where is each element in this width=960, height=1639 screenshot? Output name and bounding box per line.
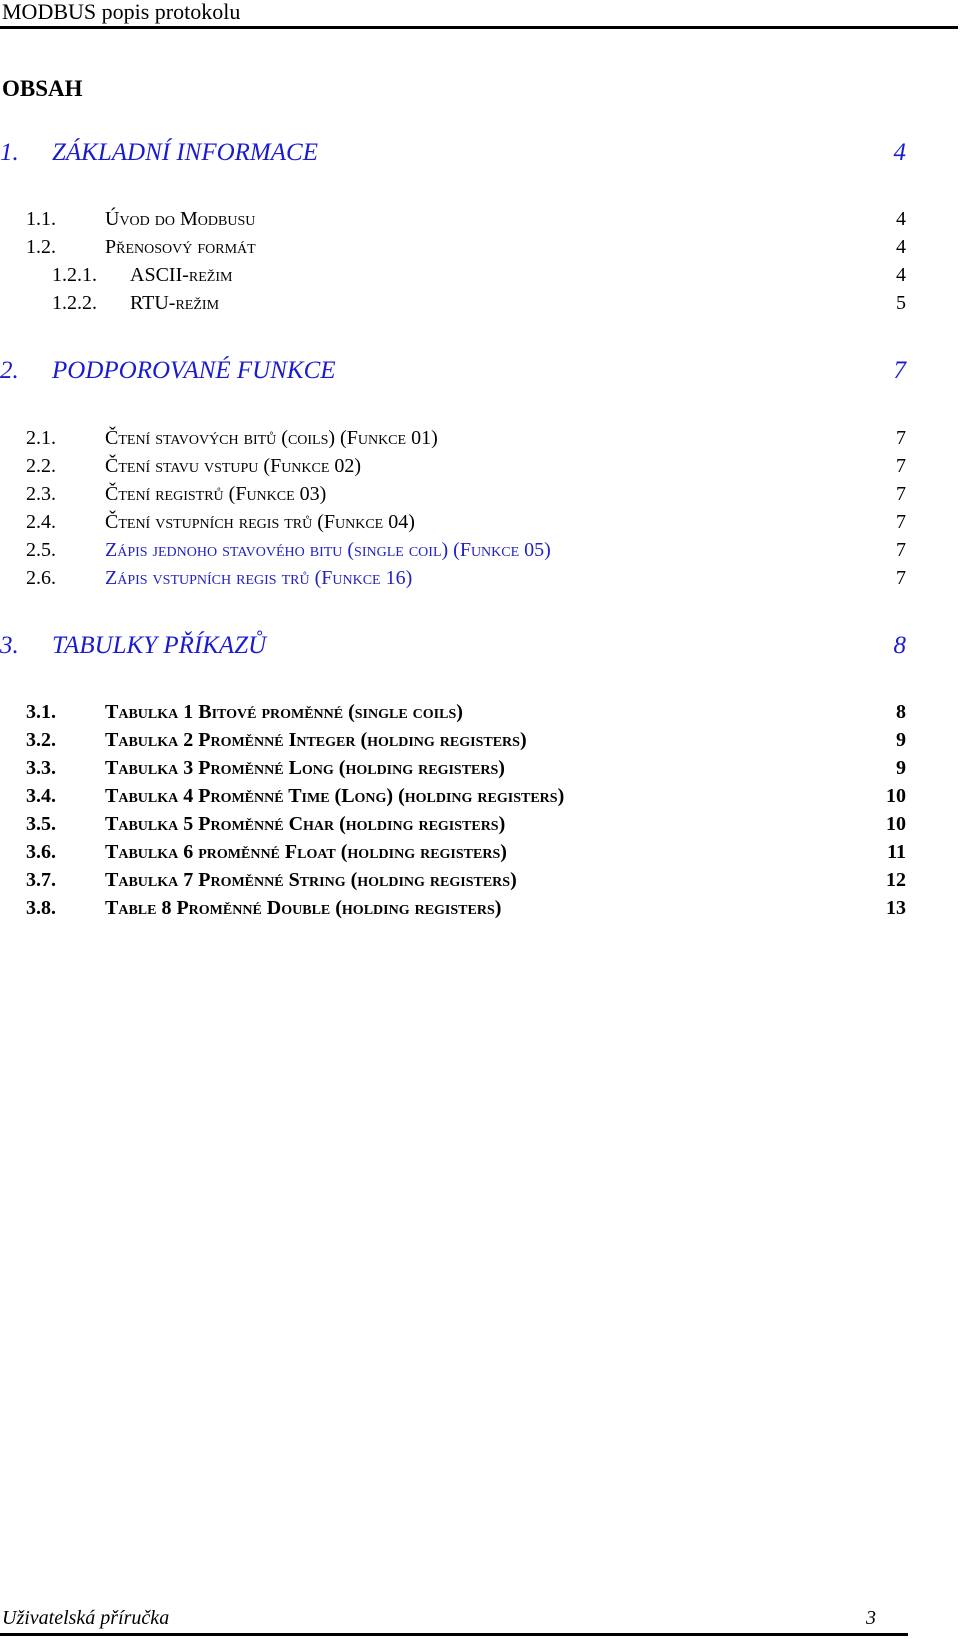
toc-entry-1-2-1[interactable] [0, 264, 906, 294]
toc-entry-1-2-2[interactable] [0, 292, 906, 322]
toc-entry-title: Čtení stavu vstupu (Funkce 02) [105, 455, 362, 477]
toc-entry-page: 7 [893, 357, 906, 384]
toc-entry-title: Tabulka 3 Proměnné Long (holding registers) [105, 757, 505, 779]
toc-entry-page: 7 [896, 539, 906, 561]
toc-entry-3-3[interactable] [0, 757, 906, 787]
toc-entry-page: 4 [893, 139, 906, 166]
toc-entry-number: 1.1. [26, 208, 56, 230]
toc-entry-page: 12 [886, 869, 906, 891]
toc-entry-number: 1.2. [26, 236, 56, 258]
toc-entry-1-1[interactable] [0, 208, 906, 238]
header-title: MODBUS popis protokolu [2, 0, 241, 24]
toc-entry-page: 10 [886, 813, 906, 835]
toc-entry-number: 1. [0, 139, 19, 166]
toc-entry-title: Čtení vstupních regis trů (Funkce 04) [105, 511, 415, 533]
toc-entry-number: 1.2.1. [52, 264, 97, 286]
toc-entry-title: Tabulka 2 Proměnné Integer (holding registers) [105, 729, 527, 751]
toc-entry-2-3[interactable] [0, 483, 906, 513]
toc-entry-number: 2.3. [26, 483, 56, 505]
toc-entry-number: 2.4. [26, 511, 56, 533]
toc-entry-2-2[interactable] [0, 455, 906, 485]
page-header [0, 0, 958, 29]
toc-entry-title: Zápis jednoho stavového bitu (single coil) (Funkce 05) [105, 539, 551, 561]
toc-entry-chapter-2[interactable] [0, 357, 906, 387]
toc-entry-2-4[interactable] [0, 511, 906, 541]
toc-entry-page: 4 [896, 208, 906, 230]
toc-entry-3-6[interactable] [0, 841, 906, 871]
toc-entry-number: 3.2. [26, 729, 56, 751]
toc-entry-title: Tabulka 7 Proměnné String (holding registers) [105, 869, 517, 891]
toc-entry-title: RTU-režim [130, 292, 220, 314]
toc-entry-title: Čtení stavových bitů (coils) (Funkce 01) [105, 427, 438, 449]
footer-page-number: 3 [866, 1607, 876, 1629]
toc-entry-title: PODPOROVANÉ FUNKCE [52, 357, 336, 384]
toc-entry-chapter-1[interactable] [0, 139, 906, 169]
toc-entry-title: Čtení registrů (Funkce 03) [105, 483, 327, 505]
toc-entry-page: 7 [896, 511, 906, 533]
toc-entry-number: 3.4. [26, 785, 56, 807]
toc-entry-2-6[interactable] [0, 567, 906, 597]
toc-entry-title: TABULKY PŘÍKAZŮ [52, 632, 267, 659]
toc-entry-title: Zápis vstupních regis trů (Funkce 16) [105, 567, 413, 589]
toc-entry-page: 13 [886, 897, 906, 919]
toc-entry-3-4[interactable] [0, 785, 906, 815]
toc-entry-page: 4 [896, 236, 906, 258]
toc-entry-number: 3.8. [26, 897, 56, 919]
toc-entry-title: Přenosový formát [105, 236, 256, 258]
toc-entry-title: ASCII-režim [130, 264, 233, 286]
toc-entry-title: Tabulka 5 Proměnné Char (holding registers) [105, 813, 506, 835]
toc-entry-number: 3.7. [26, 869, 56, 891]
toc-entry-title: Tabulka 4 Proměnné Time (Long) (holding registers) [105, 785, 565, 807]
toc-entry-page: 7 [896, 427, 906, 449]
toc-entry-page: 9 [896, 757, 906, 779]
toc-entry-2-1[interactable] [0, 427, 906, 457]
toc-entry-3-5[interactable] [0, 813, 906, 843]
toc-entry-number: 3.6. [26, 841, 56, 863]
toc-entry-number: 3.1. [26, 701, 56, 723]
toc-entry-page: 4 [896, 264, 906, 286]
toc-entry-page: 9 [896, 729, 906, 751]
toc-entry-page: 7 [896, 455, 906, 477]
toc-entry-page: 5 [896, 292, 906, 314]
toc-entry-page: 8 [893, 632, 906, 659]
toc-entry-title: Tabulka 6 proměnné Float (holding registers) [105, 841, 507, 863]
toc-entry-page: 8 [896, 701, 906, 723]
toc-entry-number: 1.2.2. [52, 292, 97, 314]
toc-entry-page: 7 [896, 567, 906, 589]
toc-entry-number: 2. [0, 357, 19, 384]
toc-entry-2-5[interactable] [0, 539, 906, 569]
toc-entry-3-2[interactable] [0, 729, 906, 759]
toc-entry-number: 2.2. [26, 455, 56, 477]
toc-entry-title: Úvod do Modbusu [105, 208, 256, 230]
toc-entry-1-2[interactable] [0, 236, 906, 266]
toc-entry-title: Table 8 Proměnné Double (holding registers) [105, 897, 502, 919]
footer-text: Uživatelská příručka [2, 1607, 170, 1629]
toc-entry-number: 3.5. [26, 813, 56, 835]
toc-entry-3-1[interactable] [0, 701, 906, 731]
toc-entry-chapter-3[interactable] [0, 632, 906, 662]
toc-entry-page: 11 [887, 841, 906, 863]
toc-entry-number: 2.5. [26, 539, 56, 561]
toc-entry-page: 7 [896, 483, 906, 505]
toc-entry-title: Tabulka 1 Bitové proměnné (single coils) [105, 701, 463, 723]
toc-entry-number: 3. [0, 632, 19, 659]
toc-entry-3-8[interactable] [0, 897, 906, 927]
toc-entry-page: 10 [886, 785, 906, 807]
toc-entry-3-7[interactable] [0, 869, 906, 899]
page-footer [0, 1607, 908, 1636]
toc-heading: OBSAH [2, 76, 83, 101]
toc-entry-title: ZÁKLADNÍ INFORMACE [52, 139, 318, 166]
toc-entry-number: 2.1. [26, 427, 56, 449]
toc-entry-number: 2.6. [26, 567, 56, 589]
toc-entry-number: 3.3. [26, 757, 56, 779]
